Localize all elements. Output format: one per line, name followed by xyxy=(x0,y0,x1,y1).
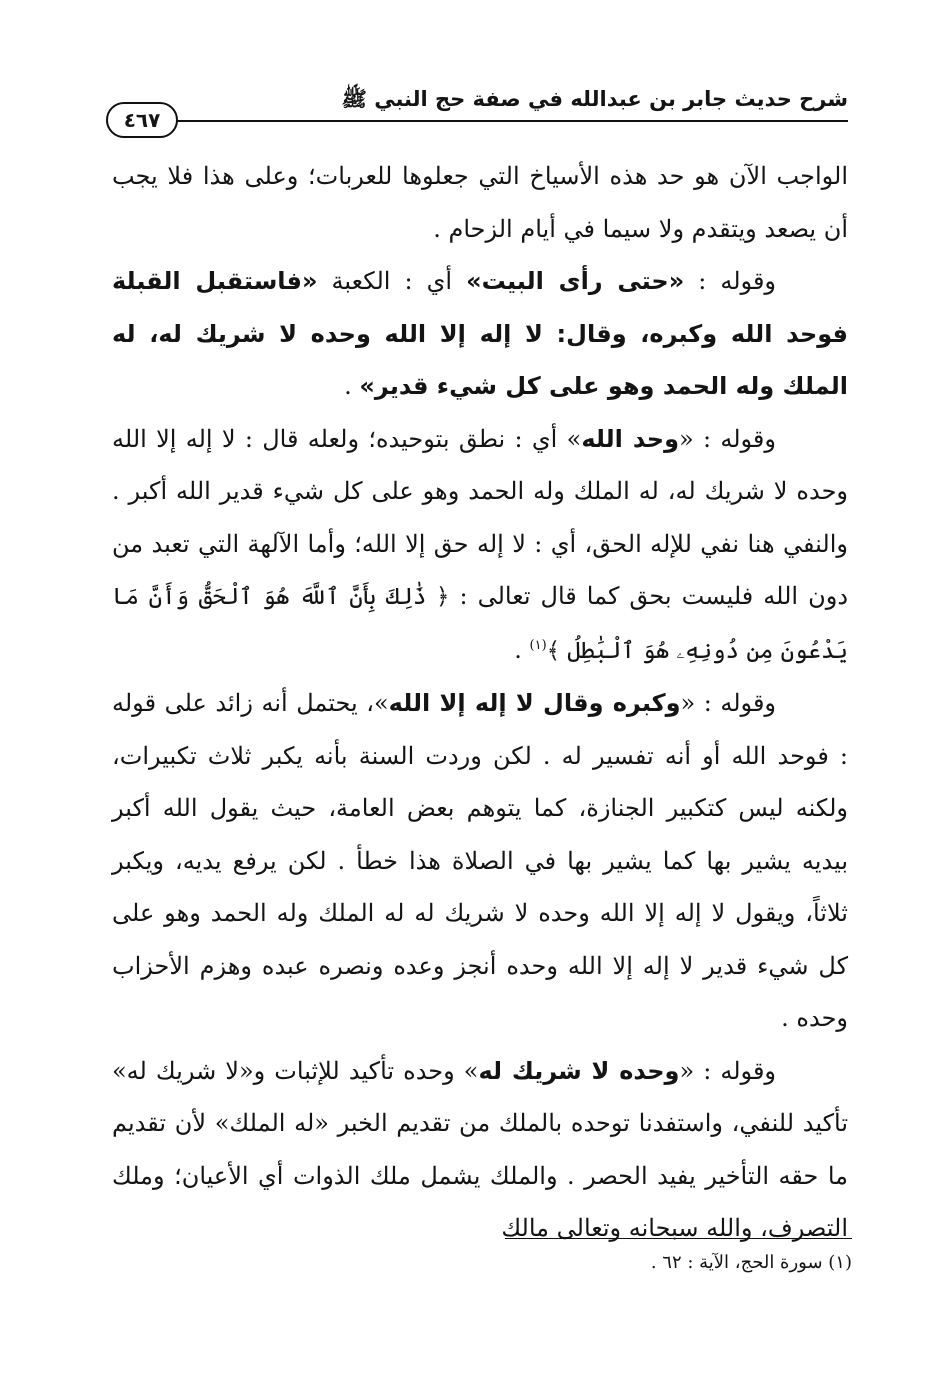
p4-rest: »، يحتمل أنه زائد على قوله : فوحد الله أو أنه تفسير له . لكن وردت السنة بأنه يكبر ثلاث تكبيرات، ولكنه ليس كتكبير الجنازة، كما يتوهم بعض العامة، حيث يقول الله أكبر بيديه يشير بها كما يشير بها في الصلاة هذا خطأ . لكن يرفع يديه، ويكبر ثلاثاً، ويقول لا إله إلا الله وحده لا شريك له له الملك وله الحمد وهو على كل شيء قدير لا إله إلا الله وحده أنجز وعده ونصره عبده وهزم الأحزاب وحده . xyxy=(112,689,848,1032)
paragraph-1: الواجب الآن هو حد هذه الأسياخ التي جعلوها للعربات؛ وعلى هذا فلا يجب أن يصعد ويتقدم ولا سيما في أيام الزحام . xyxy=(112,162,848,243)
p2-quote-1: «حتى رأى البيت» xyxy=(466,267,685,295)
footnote-ref: (١) xyxy=(529,637,547,653)
paragraph-3 xyxy=(112,413,848,678)
p3-intro: وقوله : « xyxy=(679,424,776,453)
paragraph-2 xyxy=(112,255,848,413)
running-title: شرح حديث جابر بن عبدالله في صفة حج النبي ﷺ xyxy=(341,87,848,111)
paragraph-4 xyxy=(112,677,848,1045)
footnote: (١) سورة الحج، الآية : ٦٢ . xyxy=(650,1252,852,1273)
p2-end: . xyxy=(344,372,360,400)
p5-rest: » وحده تأكيد للإثبات و«لا شريك له» تأكيد للنفي، واستفدنا توحده بالملك من تقديم الخبر «له الملك» لأن تقديم ما حقه التأخير يفيد الحصر . والملك يشمل ملك الذوات أي الأعيان؛ وملك التصرف، والله سبحانه وتعالى مالك xyxy=(112,1056,848,1242)
p2-quote-2: «فاستقبل القبلة فوحد الله وكبره، وقال: لا إله إلا الله وحده لا شريك له، له الملك وله الحمد وهو على كل شيء قدير» xyxy=(112,267,848,400)
body-text xyxy=(112,150,848,1255)
quran-verse: ﴿ ذَٰلِكَ بِأَنَّ ٱللَّهَ هُوَ ٱلْحَقُّ وَأَنَّ مَا يَدْعُونَ مِن دُونِهِۦ هُوَ ٱلْبَٰطِلُ ﴾ xyxy=(112,584,848,664)
p4-intro: وقوله : « xyxy=(680,689,777,717)
p4-quote: وكبره وقال لا إله إلا الله xyxy=(388,689,681,717)
p2-mid: أي : الكعبة xyxy=(317,267,467,295)
page-header xyxy=(106,86,848,136)
p3-end: . xyxy=(514,635,530,664)
p2-intro: وقوله : xyxy=(684,267,776,295)
p5-intro: وقوله : « xyxy=(679,1056,777,1085)
p5-quote: وحده لا شريك له xyxy=(478,1056,680,1085)
paragraph-5 xyxy=(112,1045,848,1255)
page-number-badge: ٤٦٧ xyxy=(106,102,178,138)
footnote-rule xyxy=(505,1238,852,1239)
p3-rest: » أي : نطق بتوحيده؛ ولعله قال : لا إله إلا الله وحده لا شريك له، له الملك وله الحمد وهو على كل شيء قدير الله أكبر . والنفي هنا نفي للإله الحق، أي : لا إله حق إلا الله؛ وأما الآلهة التي تعبد من دون الله فليست بحق كما قال تعالى : xyxy=(112,424,849,610)
header-rule xyxy=(164,120,848,122)
p3-quote: وحد الله xyxy=(581,424,679,453)
